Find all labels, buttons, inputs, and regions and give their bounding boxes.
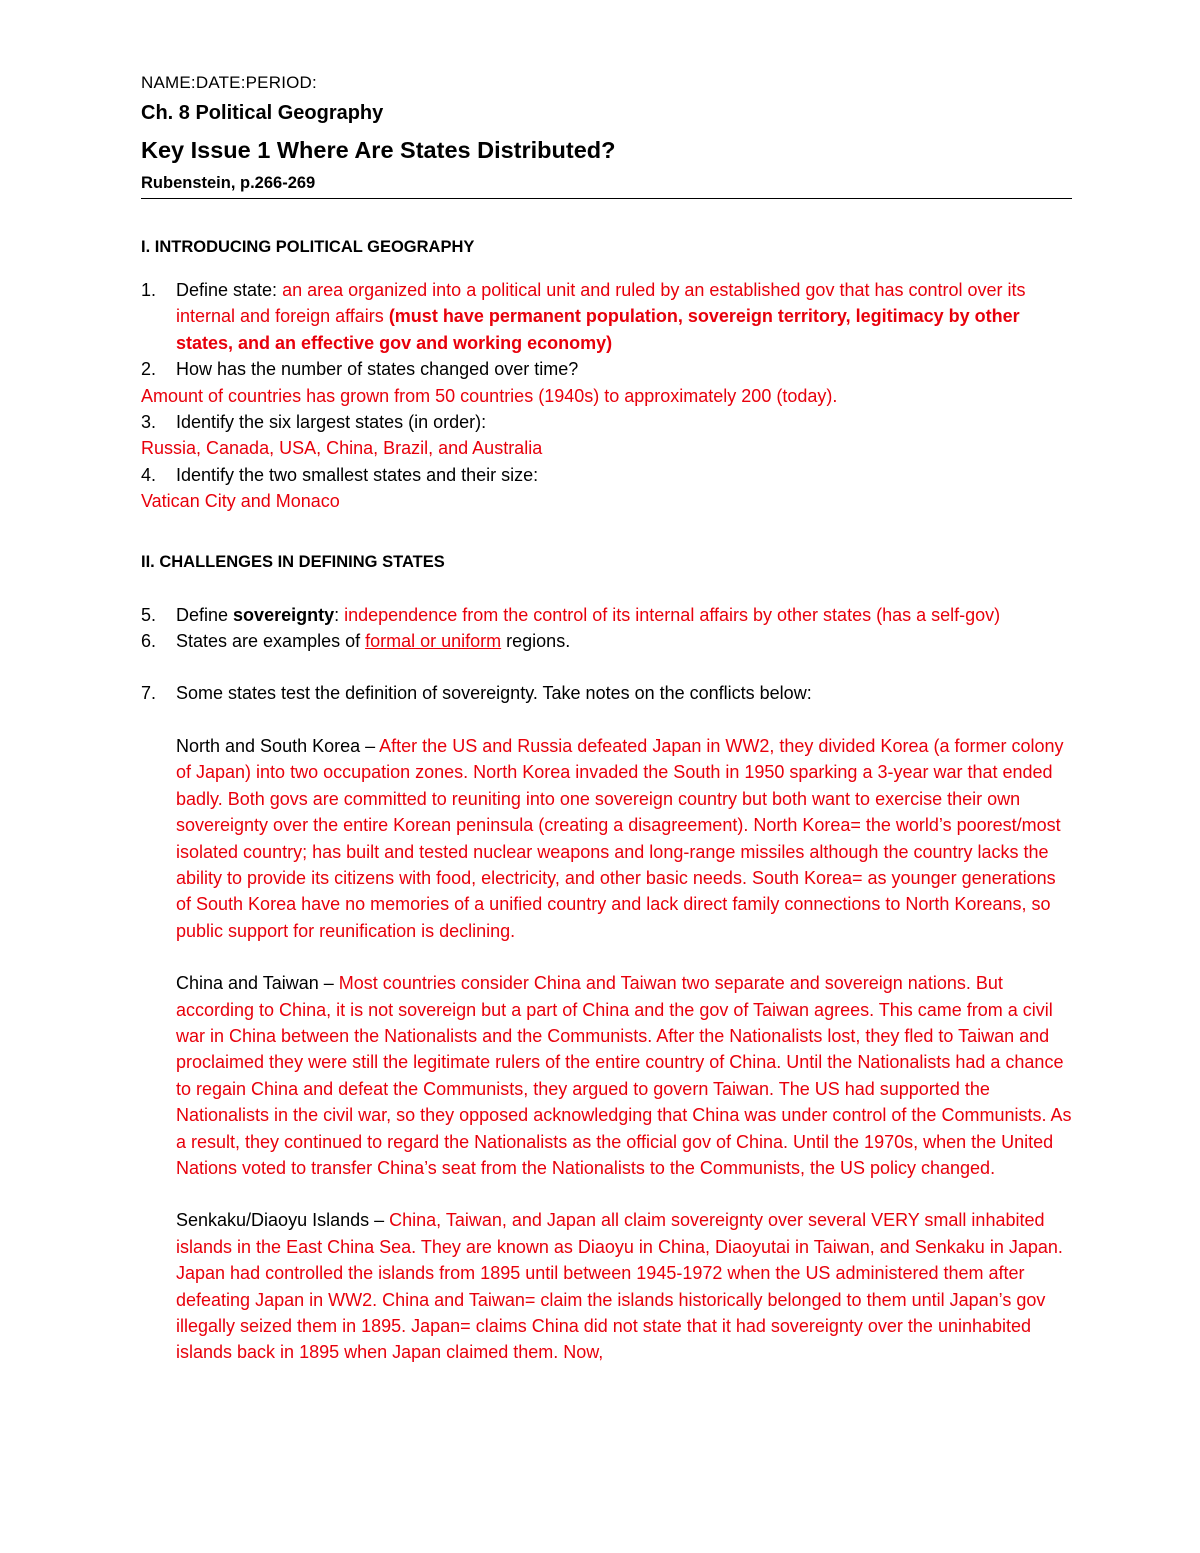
conflict-label: North and South Korea – [176,735,380,756]
question-prompt-end: regions. [501,631,571,652]
answer-2: Amount of countries has grown from 50 countries (1940s) to approximately 200 (today). [141,385,838,406]
conflict-notes: China, Taiwan, and Japan all claim sovereignty over several VERY small inhabited islands in the East China Sea. They are known as Diaoyu in China, Diaoyutai in Taiwan, and Senkaku in Japan. Japan had controlled the islands from 1895 until between 1945-1972 when the US administered them after defeating Japan in WW2. China and Taiwan= claim the islands historically belonged to them until Japan’s gov illegally seized them in 1895. Japan= claims China did not state that it had sovereignty over the uninhabited islands back in 1895 when Japan claimed them. Now, [176,1210,1063,1363]
question-number: 2. [141,359,157,380]
answer-text: independence from the control of its internal affairs by other states (has a self-gov) [339,604,1001,625]
worksheet [141,70,1072,1366]
question-number: 1. [141,280,157,300]
header-divider [141,198,1072,199]
question-7 [141,680,1072,706]
question-3 [141,409,1072,435]
source-reference: Rubenstein, p.266-269 [141,174,316,192]
question-1 [141,277,1072,356]
question-number: 3. [141,412,157,433]
question-prompt: Define [176,604,234,625]
conflict-note-senkaku-diaoyu [141,1207,1072,1365]
question-prompt: Some states test the definition of sovereignty. Take notes on the conflicts below: [176,683,812,704]
section-heading-introducing: I. INTRODUCING POLITICAL GEOGRAPHY [141,238,475,256]
question-prompt: How has the number of states changed over time? [176,359,579,380]
chapter-title: Ch. 8 Political Geography [141,102,384,124]
question-5 [141,602,1072,628]
name-date-period-line: NAME:DATE:PERIOD: [141,73,317,92]
answer-text: formal or uniform [365,631,502,652]
answer-bold-text: (must have permanent population, sovereign territory, legitimacy by other states, and an effective gov and working economy) [176,306,1020,353]
conflict-notes: After the US and Russia defeated Japan in WW2, they divided Korea (a former colony of Japan) into two occupation zones. North Korea invaded the South in 1950 sparking a 3-year war that ended badly. Both govs are committed to reuniting into one sovereign country but both want to exercise their own sovereignty over the entire Korean peninsula (creating a disagreement). North Korea= the world’s poorest/most isolated country; has built and tested nuclear weapons and long-range missiles although the country lacks the ability to provide its citizens with food, electricity, and other basic needs. South Korea= as younger generations of South Korea have no memories of a unified country and lack direct family connections to North Koreans, so public support for reunification is declining. [176,735,1064,941]
answer-3: Russia, Canada, USA, China, Brazil, and Australia [141,438,543,459]
conflict-notes: Most countries consider China and Taiwan two separate and sovereign nations. But according to China, it is not sovereign but a part of China and the gov of Taiwan agrees. This came from a civil war in China between the Nationalists and the Communists. After the Nationalists lost, they fled to Taiwan and proclaimed they were still the legitimate rulers of the entire country of China. Until the Nationalists had a chance to regain China and defeat the Communists, they argued to govern Taiwan. The US had supported the Nationalists in the civil war, so they opposed acknowledging that China was under control of the Communists. As a result, they continued to regard the Nationalists as the official gov of China. Until the 1970s, when the United Nations voted to transfer China’s seat from the Nationalists to the Communists, the US policy changed. [176,973,1072,1178]
question-number: 5. [141,604,157,625]
question-2 [141,356,1072,382]
section-heading-challenges: II. CHALLENGES IN DEFINING STATES [141,552,445,571]
conflict-note-china-taiwan [141,970,1072,1181]
conflict-label: Senkaku/Diaoyu Islands – [176,1210,390,1231]
question-prompt: Identify the six largest states (in order): [176,412,487,433]
question-prompt-end: : [334,604,340,625]
question-keyword: sovereignty [233,604,335,625]
question-number: 6. [141,631,157,652]
question-number: 4. [141,464,157,485]
question-number: 7. [141,683,157,704]
answer-4: Vatican City and Monaco [141,491,340,512]
answer-text: an area organized into a political unit and ruled by an established gov that has control over its internal and foreign affairs [176,280,1026,327]
conflict-label: China and Taiwan – [176,973,339,994]
question-prompt: Identify the two smallest states and their size: [176,464,539,485]
question-4 [141,462,1072,488]
question-prompt: Define state: [176,280,278,300]
question-6 [141,628,1072,654]
question-prompt: States are examples of [176,631,366,652]
conflict-note-korea [141,733,1072,944]
key-issue-title: Key Issue 1 Where Are States Distributed? [141,137,616,163]
